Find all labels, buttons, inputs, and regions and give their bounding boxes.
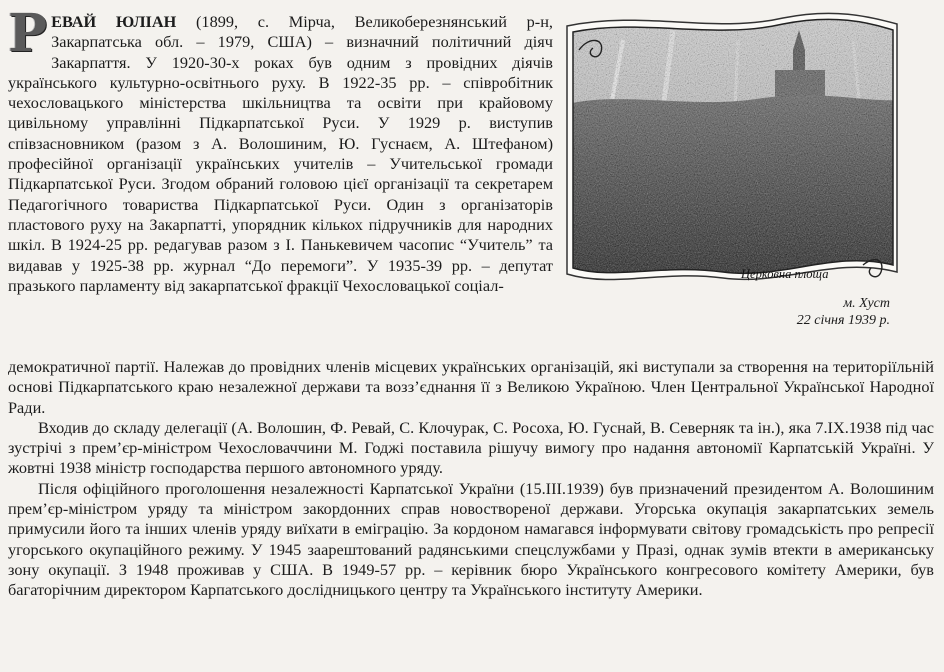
paragraph-2: Входив до складу делегації (А. Волошин, Ф. Ревай, С. Клочурак, С. Росоха, Ю. Гуснай, В. Северняк та ін.), яка 7.ІХ.1938 під час зустрічі з прем’єр-міністром Чехословаччини М. Годжі поставила рішучу вимогу про надання автономії Карпатській Україні. У жовтні 1938 міністр господарства першого автономного уряду. [8,417,934,478]
intro-continued: демократичної партії. Належав до провідних членів місцевих українських організацій, які виступали за створення на територіїльній основі Підкарпатського краю незалежної держави та возз’єднання її з Великою Україною. Член Центральної Української Народної Ради. [8,357,934,417]
photo-place: м. Хуст [843,296,890,311]
photo-date: 22 січня 1939 р. [796,313,890,328]
person-name: ЕВАЙ ЮЛІАН [51,12,177,31]
intro-text: (1899, с. Мірча, Великоберезнянський р-н, Закарпатська обл. – 1979, США) – визначний політичний діяч Закарпаття. У 1920-30-х роках був одним з провідних діячів українського культурно-освітнього руху. В 1922-35 рр. – співробітник чехословацького міністерства шкільництва та освіти при крайовому цивільному управлінні Підкарпатської Руси. У 1929 р. виступив співзасновником (разом з А. Волошиним, Ю. Гуснаєм, А. Штефаном) професійної організації українських учителів – Учительської громади Підкарпатської Руси. Згодом обраний головою цієї організації та секретарем Педагогічного товариства Підкарпатської Руси. Один з організаторів пластового руху на Закарпатті, упорядник кількох підручників для народних шкіл. В 1924-25 рр. редагував разом з І. Панькевичем часопис “Учитель” та видавав у 1925-38 рр. журнал “До перемоги”. У 1935-39 рр. – депутат празького парламенту від закарпатської фракції Чехословацької соціал- [8,12,553,295]
crowd-photo [563,10,899,300]
drop-cap: Р [8,3,48,64]
article-body [8,357,934,601]
paragraph-3: Після офіційного проголошення незалежності Карпатської України (15.ІІІ.1939) був призначений президентом А. Волошиним прем’єр-міністром уряду та міністром закордонних справ новоствореної держави. Угорська окупація закарпатських земель примусили його та інших членів уряду виїхати в еміграцію. За кордоном намагався інформувати світову громадськість про репресії угорського окупаційного режиму. У 1945 заарештований радянськими спецслужбами у Празі, однак зумів втекти в американську зону окупації. З 1948 проживав у США. В 1949-57 рр. – керівник бюро Українського конгресового комітету Америки, був багаторічним директором Карпатського дослідницького центру та Українського інституту Америки. [8,478,934,600]
photo-caption-title: Церковна площа [741,267,829,281]
photo-frame [563,10,899,300]
photo-caption [760,295,890,329]
intro-paragraph [8,3,553,296]
article-column [8,3,553,296]
